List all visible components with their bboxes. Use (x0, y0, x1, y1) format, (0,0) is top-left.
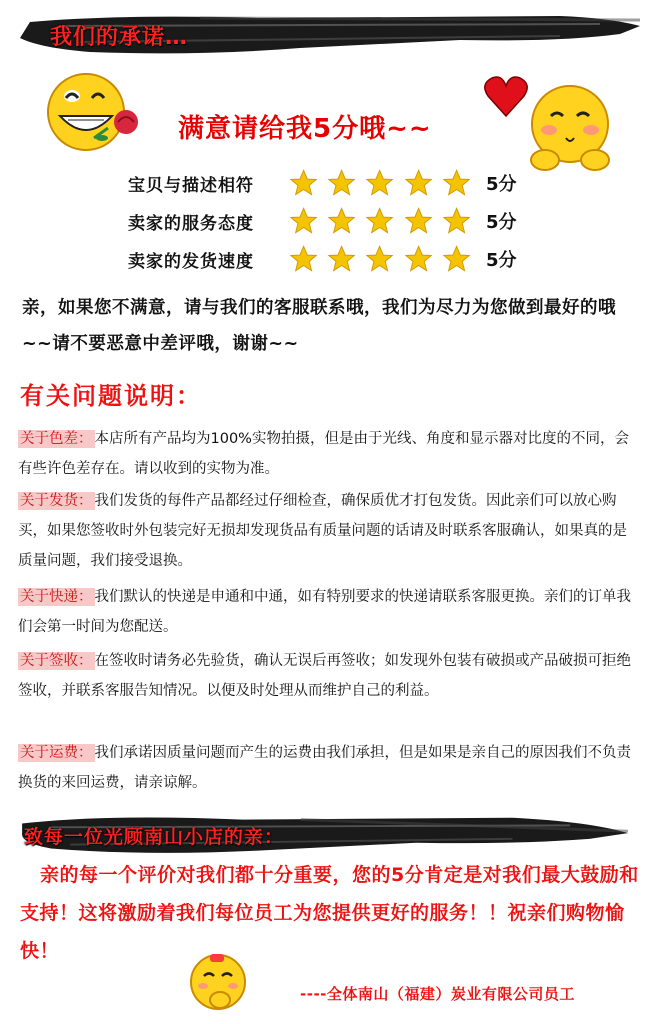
faq-text: 我们发货的每件产品都经过仔细检查，确保质优才打包发货。因此亲们可以放心购买，如果您签收时外包装完好无损却发现货品有质量问题的话请及时联系客服确认，如果真的是质量问题，我们接受退换。 (18, 493, 627, 569)
company-signature: ----全体南山（福建）炭业有限公司员工 (300, 985, 575, 1003)
faq-text: 在签收时请务必先验货，确认无误后再签收；如发现外包装有破损或产品破损可拒绝签收，并联系客服告知情况。以便及时处理从而维护自己的利益。 (18, 653, 631, 699)
grinning-rose-emoji-icon (38, 68, 148, 158)
star-rating (290, 169, 470, 197)
star-icon (366, 169, 393, 197)
faq-label: 关于快递： (20, 589, 93, 605)
star-icon (405, 245, 432, 273)
banner-top-title: 我们的承诺… (50, 25, 189, 50)
rating-row-shipping (128, 242, 517, 276)
faq-item-freight (18, 738, 636, 798)
faq-item-shipping (18, 486, 636, 576)
faq-text: 我们承诺因质量问题而产生的运费由我们承担，但是如果是亲自己的原因我们不负责换货的来回运费，请亲谅解。 (18, 745, 631, 791)
star-icon (443, 207, 470, 235)
rating-label: 卖家的服务态度 (128, 213, 254, 234)
shy-smile-emoji-icon (525, 82, 615, 174)
intro-paragraph: 亲，如果您不满意，请与我们的客服联系哦，我们为尽力为您做到最好的哦~~请不要恶意中差评哦，谢谢~~ (22, 298, 616, 354)
faq-item-receipt (18, 646, 636, 706)
banner-bottom-title: 致每一位光顾南山小店的亲： (24, 826, 285, 848)
faq-text: 我们默认的快递是申通和中通，如有特别要求的快递请联系客服更换。亲们的订单我们会第一时间为您配送。 (18, 589, 631, 635)
star-icon (405, 169, 432, 197)
faq-label: 关于发货： (20, 493, 93, 509)
star-icon (366, 245, 393, 273)
rating-label: 卖家的发货速度 (128, 251, 254, 272)
faq-item-courier (18, 582, 636, 642)
thinking-emoji-icon (186, 950, 252, 1016)
faq-text: 本店所有产品均为100%实物拍摄，但是由于光线、角度和显示器对比度的不同，会有些许色差存在。请以收到的实物为准。 (18, 431, 629, 477)
star-icon (366, 207, 393, 235)
rating-headline: 满意请给我5分哦~~ (178, 114, 432, 144)
rating-label: 宝贝与描述相符 (128, 175, 254, 196)
star-icon (328, 207, 355, 235)
star-icon (328, 245, 355, 273)
rating-score: 5分 (486, 212, 517, 233)
rating-row-service (128, 204, 517, 238)
star-rating (290, 207, 470, 235)
rating-score: 5分 (486, 174, 517, 195)
faq-label: 关于签收： (20, 653, 93, 669)
star-icon (443, 245, 470, 273)
faq-label: 关于运费： (20, 745, 93, 761)
rating-row-description (128, 166, 517, 200)
rating-score: 5分 (486, 250, 517, 271)
star-rating (290, 245, 470, 273)
closing-paragraph: 亲的每一个评价对我们都十分重要，您的5分肯定是对我们最大鼓励和支持！这将激励着我们每位员工为您提供更好的服务！！祝亲们购物愉快！ (20, 864, 639, 962)
heart-icon (482, 74, 530, 118)
star-icon (290, 169, 317, 197)
faq-item-color (18, 424, 636, 484)
star-icon (443, 169, 470, 197)
faq-section-title: 有关问题说明： (20, 382, 202, 410)
star-icon (290, 207, 317, 235)
faq-label: 关于色差： (20, 431, 93, 447)
star-icon (290, 245, 317, 273)
star-icon (328, 169, 355, 197)
star-icon (405, 207, 432, 235)
